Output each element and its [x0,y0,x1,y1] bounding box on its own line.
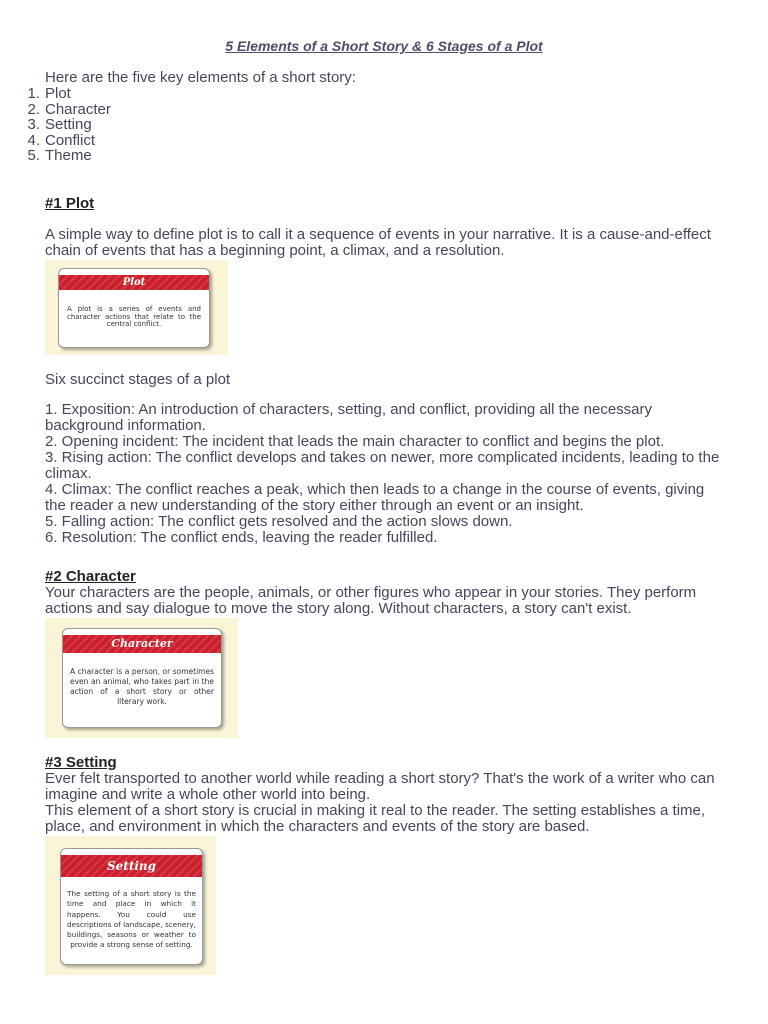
list-item [0,102,111,118]
setting-card-title: Setting [61,855,202,877]
list-number: 3. [27,116,40,134]
plot-card [58,268,210,348]
list-item [0,133,111,149]
intro-text: Here are the five key elements of a short story: [45,69,356,86]
list-number: 2. [27,100,40,118]
list-item [0,117,111,133]
list-number: 1. [27,85,40,102]
document-title: 5 Elements of a Short Story & 6 Stages of a Plot [225,38,543,54]
setting-description-2: This element of a short story is crucial in making it real to the reader. The setting establishes a time, place, and environment in which the characters and events of the story are based. [45,802,706,835]
character-card-title: Character [63,635,221,653]
setting-card-image [45,836,216,975]
setting-heading: #3 Setting [45,754,117,771]
stage-item: 2. Opening incident: The incident that leads the main character to conflict and begins the plot. [45,433,665,450]
setting-card-text: The setting of a short story is the time and place in which it happens. You could use descriptions of landscape, scenery, buildings, seasons or weather to provide a strong sense of setting. [67,889,196,950]
plot-card-text: A plot is a series of events and character actions that relate to the central conflict. [67,305,201,328]
stage-item: 4. Climax: The conflict reaches a peak, which then leads to a change in the course of events, giving the reader a new understanding of the story either through an event or an insight. [45,481,705,514]
stage-item: 6. Resolution: The conflict ends, leaving the reader fulfilled. [45,529,438,546]
list-item [0,86,111,102]
character-description: Your characters are the people, animals, or other figures who appear in your stories. They perform actions and say dialogue to move the story along. Without characters, a story can't exist. [45,584,697,617]
list-label: Setting [45,116,92,134]
character-card-image [45,618,238,738]
stages-list [45,402,722,546]
list-label: Theme [45,147,92,165]
plot-card-title: Plot [59,275,209,290]
list-item [0,148,111,164]
plot-description: A simple way to define plot is to call it a sequence of events in your narrative. It is a cause-and-effect chain of events that has a beginning point, a climax, and a resolution. [45,226,711,259]
list-label: Conflict [45,131,96,149]
list-number: 5. [27,147,40,165]
setting-card [60,848,203,965]
list-label: Character [45,100,111,118]
list-number: 4. [27,131,40,149]
stage-item: 3. Rising action: The conflict develops and takes on newer, more complicated incidents, leading to the climax. [45,449,720,482]
character-card [62,628,222,728]
stage-item: 5. Falling action: The conflict gets resolved and the action slows down. [45,513,513,530]
character-card-text: A character is a person, or sometimes even an animal, who takes part in the action of a short story or other literary work. [70,667,214,706]
stage-item: 1. Exposition: An introduction of characters, setting, and conflict, providing all the necessary background information. [45,401,653,434]
setting-description-1: Ever felt transported to another world while reading a short story? That's the work of a writer who can imagine and write a whole other world into being. [45,770,715,803]
elements-list [0,86,111,164]
plot-heading: #1 Plot [45,195,95,212]
character-heading: #2 Character [45,568,136,585]
plot-card-image [45,260,228,355]
list-label: Plot [45,85,71,102]
stages-intro: Six succinct stages of a plot [45,371,231,388]
